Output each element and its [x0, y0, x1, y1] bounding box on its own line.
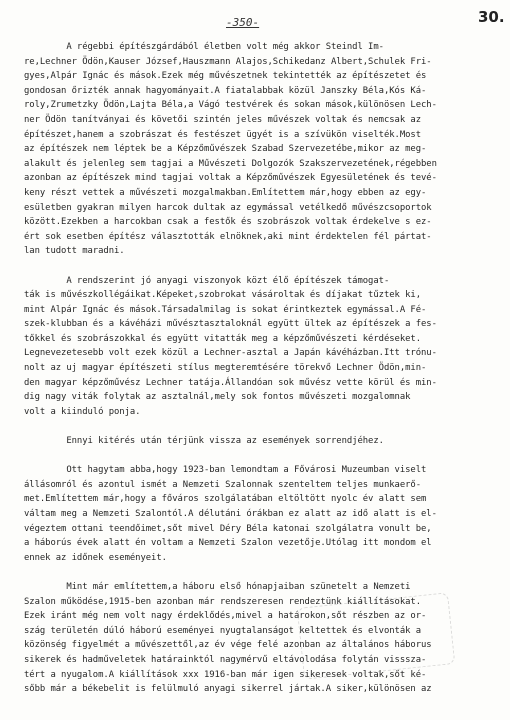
text-line: mint Alpár Ignác és mások.Társadalmilag is sokat érintkeztek egymással.A Fé-	[24, 304, 427, 315]
typewritten-body	[24, 40, 496, 697]
text-line: az építészek nem léptek be a Képzőművészek Szabad Szervezetébe,mikor az meg-	[24, 144, 427, 155]
text-line: dig nagy viták folytak az asztalnál,mely sok fontos művészeti mozgalomnak	[24, 392, 411, 403]
paragraph	[24, 580, 496, 697]
paragraph	[24, 463, 496, 565]
text-line: gyes,Alpár Ignác és mások.Ezek még művészetnek tekintették az építészetet és	[24, 71, 427, 82]
text-line: met.Említettem már,hogy a főváros szolgálatában eltöltött nyolc év alatt sem	[24, 494, 427, 505]
text-line: váltam meg a Nemzeti Szalontól.A délutáni órákban ez alatt az idő alatt is el-	[24, 509, 437, 519]
text-line: állásomról és azontul ismét a Nemzeti Szalonnak szenteltem teljes munkaerő-	[24, 479, 421, 490]
text-line: építészet,hanem a szobrászat és festészet ügyét is a szívükön viselték.Most	[24, 129, 421, 140]
text-line: keny részt vettek a művészeti mozgalmakban.Említettem már,hogy ebben az egy-	[24, 187, 427, 198]
text-line: Legnevezetesebb volt ezek közül a Lechner-asztal a Japán kávéházban.Itt trónu-	[24, 348, 437, 359]
text-line: Szalon működése,1915-ben azonban már rendszeresen rendeztünk kiállításokat.	[24, 596, 421, 607]
text-line: közönség figyelmét a művészettől,az év vége felé azonban az általános háborus	[24, 640, 432, 651]
text-line: a háborús évek alatt én voltam a Nemzeti Szalon vezetője.Utólag itt mondom el	[24, 538, 432, 549]
text-line: végeztem ottani teendőimet,sőt mivel Déry Béla katonai szolgálatra vonult be,	[24, 523, 432, 534]
text-line: között.Ezekben a harcokban csak a festők és szobrászok voltak érdekelve s ez-	[24, 217, 432, 228]
handwritten-page-number: 30.	[478, 8, 505, 26]
text-line: volt a kiinduló ponja.	[24, 406, 141, 417]
text-line: alakult és jelenleg sem tagjai a Művészeti Dolgozók Szakszervezetének,régebben	[24, 158, 437, 169]
text-line: ner Ödön tanítványai és követői szintén jeles művészek voltak és nemcsak az	[24, 114, 421, 125]
text-line: A régebbi építészgárdából életben volt még akkor Steindl Im-	[24, 42, 384, 52]
text-line: sikerek és hadműveletek határainktól nagymérvű eltávolodása folytán visssza-	[24, 654, 427, 665]
text-line: Mint már említettem,a háboru első hónapjaiban szünetelt a Nemzeti	[24, 581, 411, 592]
text-line: tért a nyugalom.A kiállítások xxx 1916-ban már igen sikeresek voltak,sőt ké-	[24, 669, 427, 680]
text-line: tőkkel és szobrászokkal és együtt vitatták meg a képzőművészeti kérdéseket.	[24, 333, 421, 344]
typed-page-number: -350-	[226, 16, 260, 29]
text-line: azonban az építészek mind tagjai voltak a Képzőművészek Egyesületének és tevé-	[24, 173, 437, 184]
text-line: Ott hagytam abba,hogy 1923-ban lemondtam a Fővárosi Muzeumban viselt	[24, 465, 427, 476]
text-line: Ezek iránt még nem volt nagy érdeklődés,mivel a határokon,sőt részben az or-	[24, 611, 427, 622]
text-line: nolt az uj magyar építészeti stílus megteremtésére törekvő Lechner Ödön,min-	[24, 363, 427, 374]
text-line: ennek az időnek eseményeit.	[24, 552, 167, 563]
text-line: ért sok esetben építész választották elnöknek,aki mint érdektelen fél pártat-	[24, 231, 432, 242]
text-line: re,Lechner Ödön,Kauser József,Hauszmann Alajos,Schikedanz Albert,Schulek Fri-	[24, 56, 432, 67]
text-line: roly,Zrumetzky Ödön,Lajta Béla,a Vágó testvérek és sokan mások,különösen Lech-	[24, 100, 437, 111]
text-line: den magyar képzőművész Lechner tatája.Állandóan sok művész vette körül és min-	[24, 377, 437, 388]
paragraph	[24, 434, 496, 449]
text-line: esületben gyakran milyen harcok dultak az egymással vetélkedő művészcsoportok	[24, 202, 432, 213]
text-line: ták is művészkollégáikat.Képeket,szobrokat vásároltak és díjakat tűztek ki,	[24, 290, 421, 301]
text-line: szek-klubban és a kávéházi művésztasztaloknál együtt ültek az építészek a fes-	[24, 319, 437, 330]
text-line: lan tudott maradni.	[24, 246, 125, 257]
text-line: A rendszerint jó anyagi viszonyok közt élő építészek támogat-	[24, 275, 390, 286]
text-line: sőbb már a békebelit is felülmuló anyagi sikerrel jártak.A siker,különösen az	[24, 684, 432, 695]
paragraph	[24, 274, 496, 420]
paragraph	[24, 40, 496, 259]
text-line: Ennyi kitérés után térjünk vissza az események sorrendjéhez.	[24, 436, 384, 447]
text-line: szág területén dúló háború eseményei nyugtalanságot keltettek és elvonták a	[24, 625, 421, 636]
text-line: gondosan őrizték annak hagyományait.A fiatalabbak közül Janszky Béla,Kós Ká-	[24, 85, 427, 96]
